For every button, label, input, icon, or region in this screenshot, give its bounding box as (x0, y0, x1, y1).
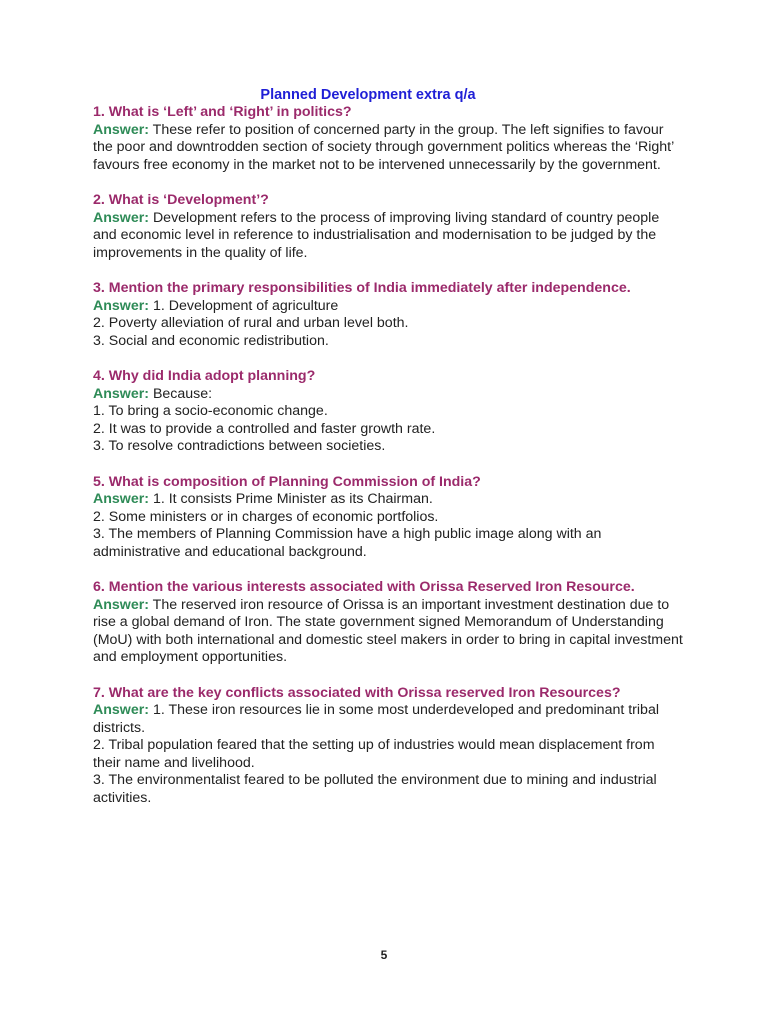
question-text: 1. What is ‘Left’ and ‘Right’ in politics? (93, 104, 352, 120)
question-text: 3. Mention the primary responsibilities of India immediately after independence. (93, 280, 631, 296)
answer-label: Answer: (93, 491, 149, 507)
answer-line: 2. Poverty alleviation of rural and urban level both. (93, 315, 409, 331)
answer-label: Answer: (93, 702, 149, 718)
page-number: 5 (380, 948, 388, 962)
question-text: 5. What is composition of Planning Commission of India? (93, 473, 481, 490)
answer-text: 1. It consists Prime Minister as its Chairman. (152, 491, 433, 507)
answer-block (93, 702, 683, 807)
answer-text: The reserved iron resource of Orissa is an important investment destination due to rise a global demand of Iron. The state government signed Memorandum of Understanding (MoU) with both international and domestic steel makers in order to bring in capital investment and employment opportunities. (93, 596, 683, 665)
qa-item-3 (93, 280, 683, 350)
qa-item-1 (93, 104, 683, 174)
answer-text: 1. These iron resources lie in some most underdeveloped and predominant tribal districts. (93, 702, 659, 736)
answer-line: 3. To resolve contradictions between societies. (93, 438, 386, 454)
qa-item-6 (93, 579, 683, 667)
question-text: 7. What are the key conflicts associated with Orissa reserved Iron Resources? (93, 684, 621, 701)
question-text: 2. What is ‘Development’? (93, 192, 269, 208)
question-text: 4. Why did India adopt planning? (93, 368, 316, 384)
answer-text: 1. Development of agriculture (152, 297, 339, 314)
answer-line: 3. The environmentalist feared to be polluted the environment due to mining and industrial activities. (93, 772, 657, 806)
answer-text: These refer to position of concerned party in the group. The left signifies to favour the poor and downtrodden section of society through government politics whereas the ‘Right’ favours free economy in the market not to be intervened unnecessarily by the government. (93, 121, 674, 173)
answer-block (93, 210, 683, 263)
answer-label: Answer: (93, 596, 149, 613)
answer-block (93, 597, 683, 667)
answer-block (93, 298, 683, 351)
qa-item-2 (93, 192, 683, 262)
answer-block (93, 386, 683, 456)
qa-list (93, 104, 683, 825)
answer-block (93, 491, 683, 561)
qa-item-7 (93, 685, 683, 808)
qa-item-5 (93, 474, 683, 562)
answer-block (93, 122, 683, 175)
question-text: 6. Mention the various interests associated with Orissa Reserved Iron Resource. (93, 579, 635, 595)
answer-text: Development refers to the process of improving living standard of country people and economic level in reference to industrialisation and modernisation to be judged by the improvements in the quality of life. (93, 209, 660, 261)
qa-item-4 (93, 368, 683, 456)
answer-line: 3. The members of Planning Commission have a high public image along with an administrative and educational background. (93, 526, 602, 560)
answer-line: 2. Some ministers or in charges of economic portfolios. (93, 508, 439, 525)
answer-text: Because: (152, 385, 213, 402)
page-title: Planned Development extra q/a (260, 87, 476, 103)
answer-label: Answer: (93, 297, 149, 314)
answer-line: 1. To bring a socio-economic change. (93, 403, 328, 419)
answer-line: 2. Tribal population feared that the setting up of industries would mean displacement from their name and livelihood. (93, 737, 655, 771)
answer-line: 2. It was to provide a controlled and faster growth rate. (93, 420, 436, 437)
answer-line: 3. Social and economic redistribution. (93, 332, 329, 349)
answer-label: Answer: (93, 121, 149, 138)
answer-label: Answer: (93, 209, 149, 226)
answer-label: Answer: (93, 385, 149, 402)
